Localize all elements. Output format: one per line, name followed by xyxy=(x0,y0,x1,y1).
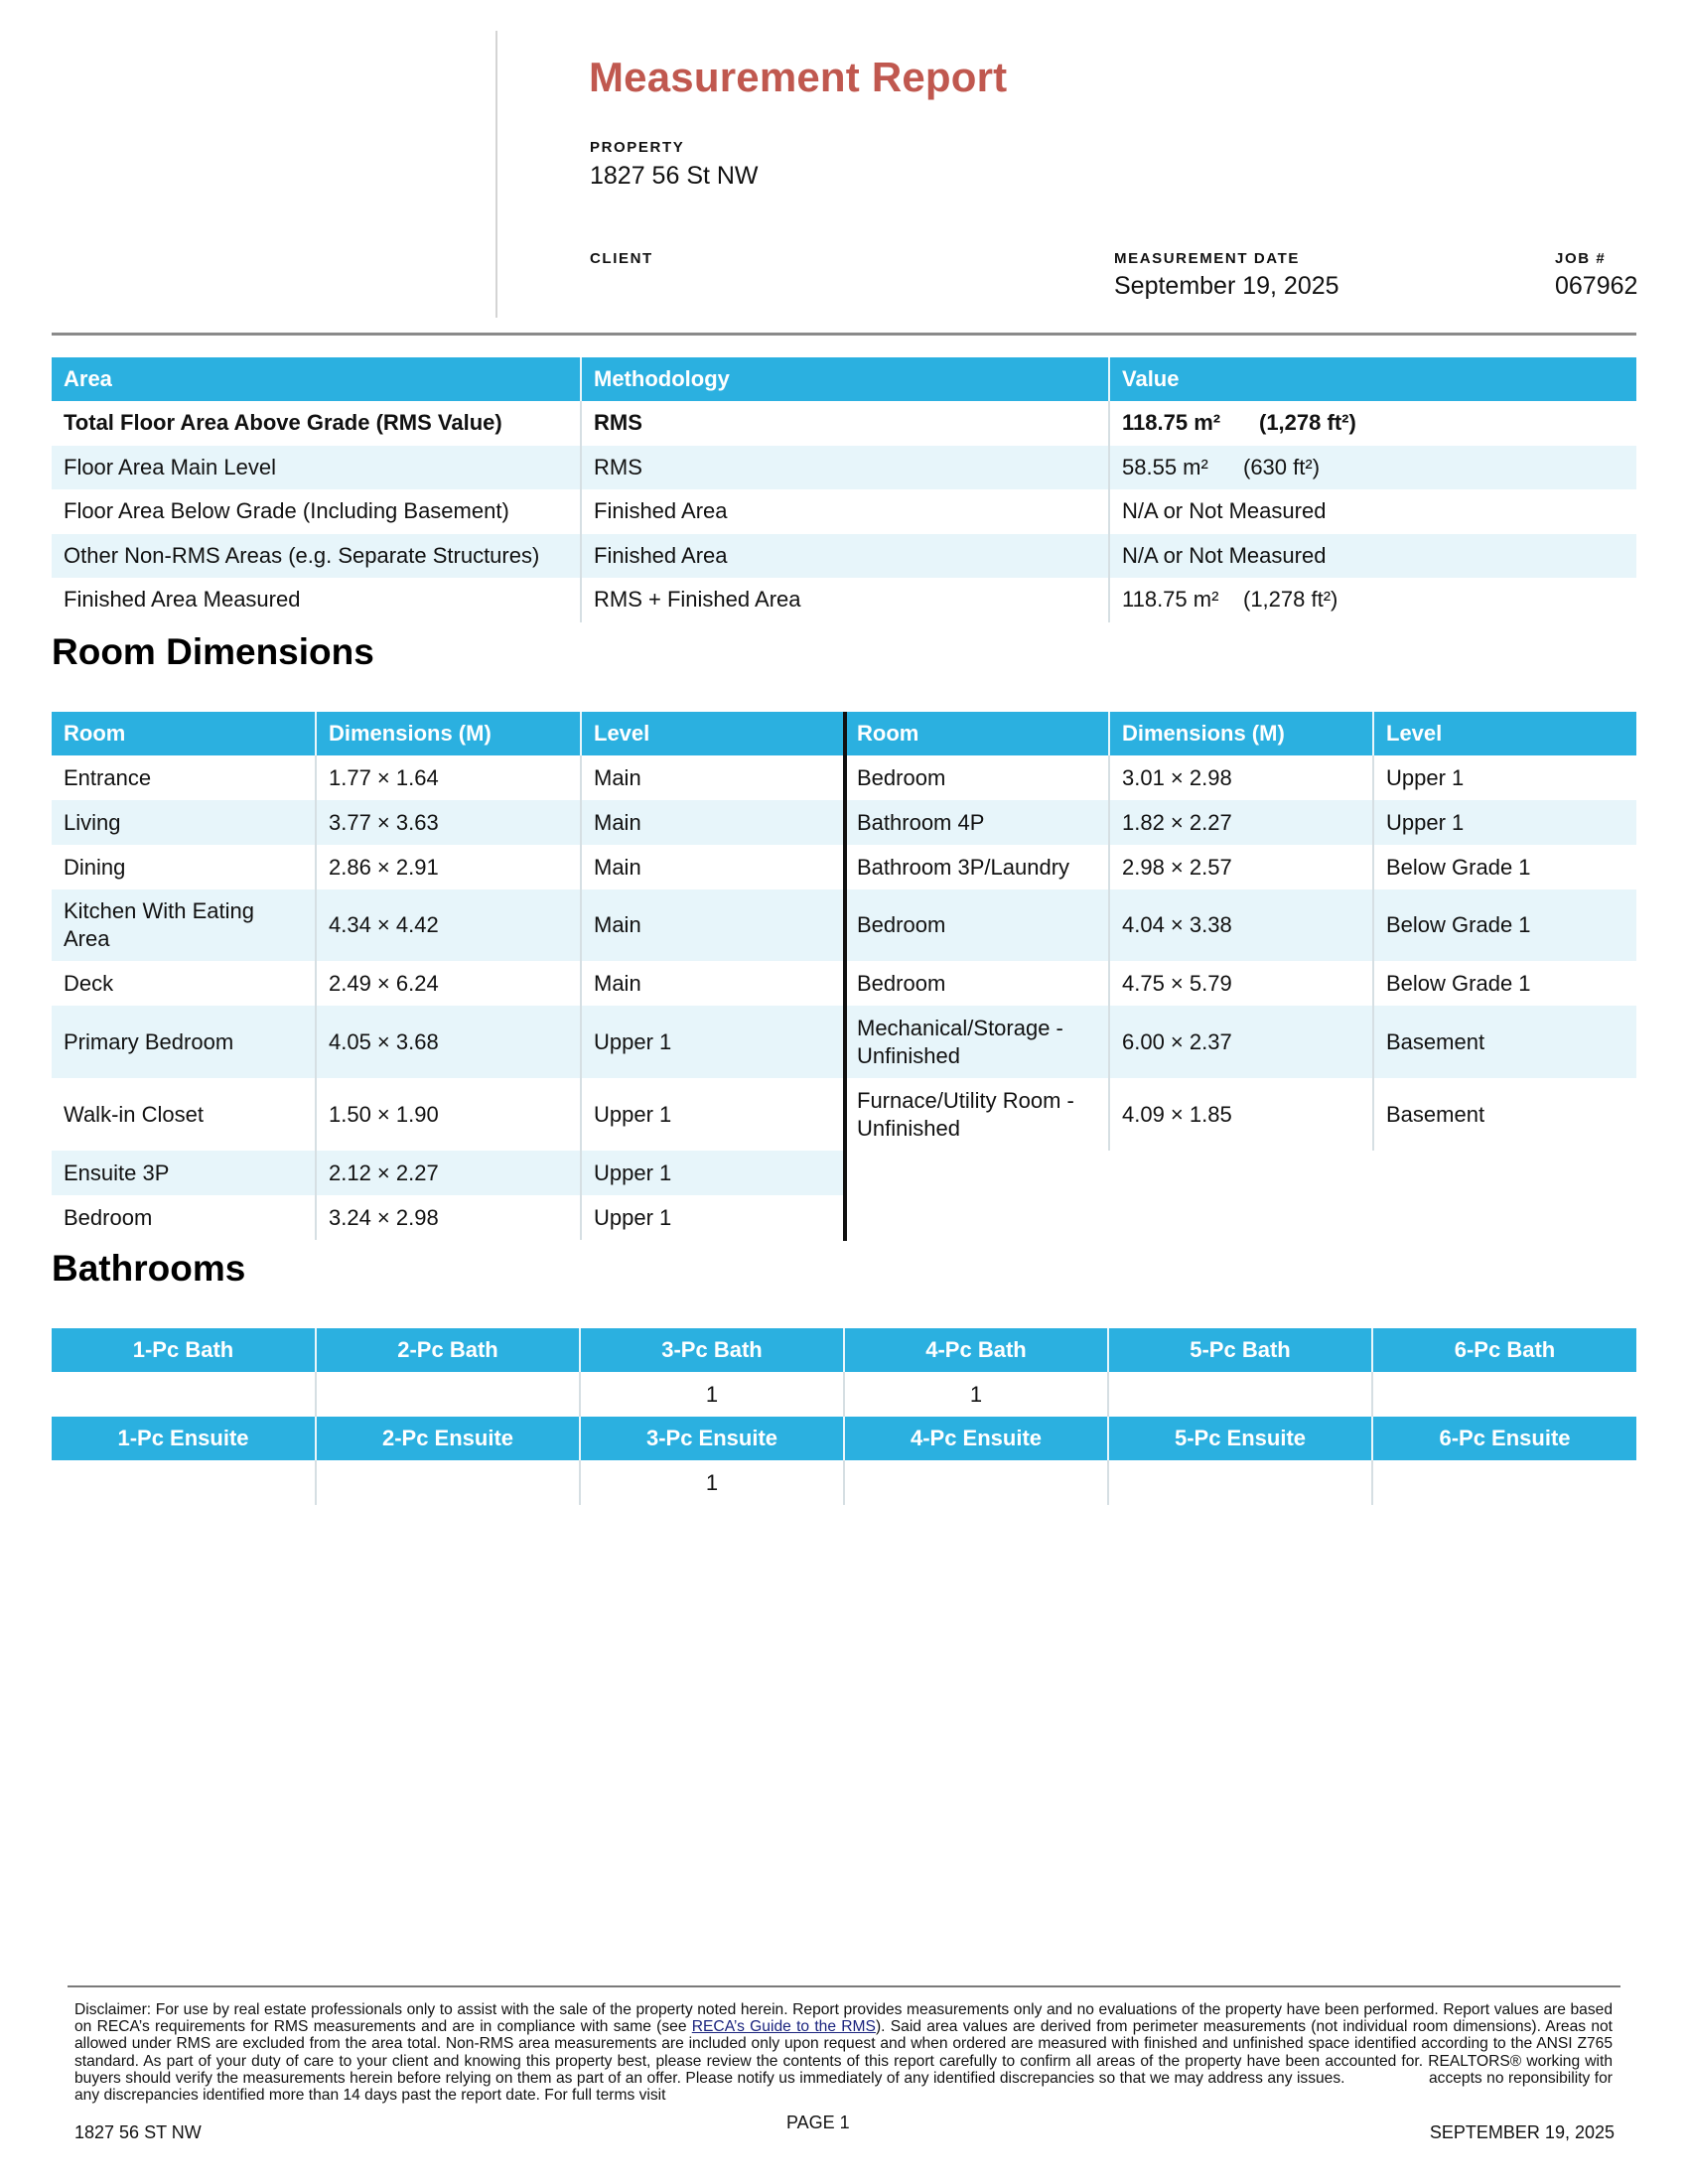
room-name: Bedroom xyxy=(857,764,946,790)
bath-count-row xyxy=(52,1372,1636,1417)
bath-count xyxy=(52,1372,316,1417)
job-number-label: JOB # xyxy=(1555,250,1607,267)
area-methodology: Finished Area xyxy=(581,534,1109,579)
room-dimensions: 1.82 × 2.27 xyxy=(1109,800,1373,845)
room-row xyxy=(52,845,846,889)
bath-type-header: 5-Pc Ensuite xyxy=(1108,1417,1372,1460)
room-level: Main xyxy=(581,961,846,1006)
bath-count xyxy=(1108,1460,1372,1505)
area-value-metric: 118.75 m² xyxy=(1122,587,1219,613)
area-methodology: Finished Area xyxy=(581,489,1109,534)
bath-count: 1 xyxy=(580,1460,844,1505)
column-header-value: Value xyxy=(1109,357,1636,401)
column-header-level: Level xyxy=(1373,712,1636,755)
client-label: CLIENT xyxy=(590,250,653,267)
room-table-divider xyxy=(843,712,847,1241)
room-name: Dining xyxy=(64,854,126,880)
room-level: Basement xyxy=(1373,1006,1636,1078)
room-row xyxy=(52,1078,846,1151)
bathrooms-heading: Bathrooms xyxy=(52,1248,246,1289)
footer-page-number: PAGE 1 xyxy=(786,2113,850,2132)
disclaimer xyxy=(74,2001,1613,2104)
room-row xyxy=(52,800,846,845)
room-dimensions: 3.24 × 2.98 xyxy=(316,1195,581,1240)
measurement-date-label: MEASUREMENT DATE xyxy=(1114,250,1300,267)
room-level: Upper 1 xyxy=(581,1195,846,1240)
area-value-imperial: (1,278 ft²) xyxy=(1259,410,1356,436)
room-level: Main xyxy=(581,755,846,800)
area-name: Total Floor Area Above Grade (RMS Value) xyxy=(64,410,502,436)
bath-header-row xyxy=(52,1417,1636,1460)
footer-address: 1827 56 ST NW xyxy=(74,2122,202,2142)
bath-type-header: 1-Pc Ensuite xyxy=(52,1417,316,1460)
room-level: Upper 1 xyxy=(1373,755,1636,800)
bath-type-header: 1-Pc Bath xyxy=(52,1328,316,1372)
room-table-header xyxy=(845,712,1636,755)
room-dimensions: 2.98 × 2.57 xyxy=(1109,845,1373,889)
bath-type-header: 2-Pc Bath xyxy=(316,1328,580,1372)
room-dimensions: 4.04 × 3.38 xyxy=(1109,889,1373,961)
area-value-imperial: (630 ft²) xyxy=(1243,454,1321,479)
area-value-metric: N/A or Not Measured xyxy=(1122,542,1327,568)
room-name: Bedroom xyxy=(845,889,1109,961)
area-row xyxy=(52,534,1636,579)
measurement-date-value: September 19, 2025 xyxy=(1114,272,1339,300)
property-value: 1827 56 St NW xyxy=(590,162,759,190)
area-row xyxy=(52,446,1636,490)
room-table-left xyxy=(52,712,846,1240)
room-dimensions: 2.86 × 2.91 xyxy=(316,845,581,889)
room-dimensions: 6.00 × 2.37 xyxy=(1109,1006,1373,1078)
report-title: Measurement Report xyxy=(589,54,1008,100)
column-header-dimensions: Dimensions (M) xyxy=(1109,712,1373,755)
bath-count xyxy=(1372,1460,1636,1505)
room-table-right xyxy=(845,712,1636,1151)
room-name: Ensuite 3P xyxy=(52,1151,316,1195)
room-dimensions: 4.34 × 4.42 xyxy=(316,889,581,961)
area-row xyxy=(52,401,1636,446)
room-row xyxy=(52,1151,846,1195)
column-header-room: Room xyxy=(52,712,316,755)
area-methodology: RMS xyxy=(581,446,1109,490)
area-value-cell xyxy=(1109,489,1636,534)
room-name: Walk-in Closet xyxy=(64,1101,204,1127)
bath-count xyxy=(52,1460,316,1505)
header-divider xyxy=(495,31,497,318)
room-row xyxy=(52,961,846,1006)
room-level: Upper 1 xyxy=(581,1151,846,1195)
bath-type-header: 5-Pc Bath xyxy=(1108,1328,1372,1372)
disclaimer-text: ). Said area values are derived from perimeter measurements (not individual room dimensions). Areas not allowed under RMS are excluded from the area total. Non-RMS area measurements are included only upon request and when ordered are measured with finished and unfinished space identified according to the ANSI Z765 standard. As part of your duty of care to your client and knowing this property best, please review the contents of this report carefully to confirm all areas of the property have been accounted for. REALTORS® working with buyers should verify the measurements herein before relying on them as part of an offer. Please notify us immediately of any identified discrepancies so that we may address any issues. xyxy=(74,2018,1613,2087)
room-dimensions: 3.77 × 3.63 xyxy=(316,800,581,845)
bath-count xyxy=(1108,1372,1372,1417)
room-dimensions: 4.05 × 3.68 xyxy=(316,1006,581,1078)
bath-type-header: 4-Pc Ensuite xyxy=(844,1417,1108,1460)
room-name: Bathroom 3P/Laundry xyxy=(857,854,1070,880)
area-table-header xyxy=(52,357,1636,401)
area-row xyxy=(52,489,1636,534)
area-name: Finished Area Measured xyxy=(64,587,301,613)
reca-guide-link[interactable]: RECA’s Guide to the RMS xyxy=(691,2018,876,2036)
room-row xyxy=(845,845,1636,889)
room-row xyxy=(845,961,1636,1006)
room-level: Basement xyxy=(1373,1078,1636,1151)
property-label: PROPERTY xyxy=(590,139,685,156)
bath-type-header: 6-Pc Bath xyxy=(1372,1328,1636,1372)
room-dimensions: 1.77 × 1.64 xyxy=(316,755,581,800)
bath-count xyxy=(316,1372,580,1417)
room-name: Mechanical/Storage - Unfinished xyxy=(845,1006,1109,1078)
room-row xyxy=(845,889,1636,961)
bath-count-row xyxy=(52,1460,1636,1505)
room-name: Bedroom xyxy=(857,970,946,996)
column-header-area: Area xyxy=(52,357,581,401)
area-table xyxy=(52,357,1636,622)
area-methodology: RMS xyxy=(581,401,1109,446)
area-value-imperial: (1,278 ft²) xyxy=(1243,587,1338,613)
header-rule xyxy=(52,333,1636,336)
room-row xyxy=(52,755,846,800)
area-value-cell xyxy=(1109,534,1636,579)
bath-count: 1 xyxy=(844,1372,1108,1417)
bath-type-header: 3-Pc Ensuite xyxy=(580,1417,844,1460)
room-row xyxy=(845,1006,1636,1078)
room-row xyxy=(845,755,1636,800)
area-value-cell xyxy=(1109,446,1636,490)
bath-type-header: 4-Pc Bath xyxy=(844,1328,1108,1372)
room-dimensions: 3.01 × 2.98 xyxy=(1109,755,1373,800)
disclaimer-text-tail: accepts no reponsibility for any discrepancies identified more than 14 days past the report date. For full terms visit xyxy=(74,2069,1613,2105)
room-name: Bedroom xyxy=(64,1204,153,1230)
room-level: Main xyxy=(581,889,846,961)
bath-type-header: 6-Pc Ensuite xyxy=(1372,1417,1636,1460)
room-level: Below Grade 1 xyxy=(1373,889,1636,961)
area-name: Other Non-RMS Areas (e.g. Separate Structures) xyxy=(52,534,581,579)
bath-count xyxy=(316,1460,580,1505)
area-name: Floor Area Below Grade (Including Basement) xyxy=(64,498,509,524)
bath-count xyxy=(1372,1372,1636,1417)
room-name: Primary Bedroom xyxy=(52,1006,316,1078)
footer-date: SEPTEMBER 19, 2025 xyxy=(1429,2122,1615,2142)
bath-header-row xyxy=(52,1328,1636,1372)
bath-type-header: 3-Pc Bath xyxy=(580,1328,844,1372)
room-row xyxy=(845,800,1636,845)
room-level: Below Grade 1 xyxy=(1373,845,1636,889)
area-methodology: RMS + Finished Area xyxy=(581,578,1109,622)
column-header-methodology: Methodology xyxy=(581,357,1109,401)
area-value-metric: N/A or Not Measured xyxy=(1122,498,1327,524)
area-row xyxy=(52,578,1636,622)
room-level: Below Grade 1 xyxy=(1373,961,1636,1006)
room-row xyxy=(52,889,846,961)
area-name: Floor Area Main Level xyxy=(52,446,581,490)
bathrooms-table xyxy=(52,1328,1636,1505)
room-dimensions: 1.50 × 1.90 xyxy=(316,1078,581,1151)
room-name: Furnace/Utility Room - Unfinished xyxy=(857,1087,1074,1141)
column-header-room: Room xyxy=(845,712,1109,755)
room-name: Kitchen With Eating Area xyxy=(52,889,316,961)
room-row xyxy=(845,1078,1636,1151)
room-name: Entrance xyxy=(64,764,152,790)
bath-type-header: 2-Pc Ensuite xyxy=(316,1417,580,1460)
room-row xyxy=(52,1195,846,1240)
room-dimensions: 2.12 × 2.27 xyxy=(316,1151,581,1195)
room-level: Main xyxy=(581,845,846,889)
room-row xyxy=(52,1006,846,1078)
column-header-level: Level xyxy=(581,712,846,755)
footer-rule xyxy=(68,1985,1620,1987)
bath-count xyxy=(844,1460,1108,1505)
room-dimensions: 2.49 × 6.24 xyxy=(316,961,581,1006)
job-number-value: 067962 xyxy=(1555,272,1638,300)
room-level: Upper 1 xyxy=(1373,800,1636,845)
room-table-header xyxy=(52,712,846,755)
area-value-cell xyxy=(1109,578,1636,622)
room-name: Living xyxy=(52,800,316,845)
room-dimensions: 4.09 × 1.85 xyxy=(1109,1078,1373,1151)
area-value-cell xyxy=(1109,401,1636,446)
room-level: Main xyxy=(581,800,846,845)
bath-count: 1 xyxy=(580,1372,844,1417)
room-level: Upper 1 xyxy=(581,1006,846,1078)
room-name: Bathroom 4P xyxy=(845,800,1109,845)
area-value-metric: 118.75 m² xyxy=(1122,410,1221,436)
disclaimer-text: Disclaimer: For use by real estate professionals only to assist with the sale of the property noted herein. Report provides measurements only and no evaluations of the property have been performed. Report values are based on RECA’s requirements for RMS measurements and are in compliance with same (see xyxy=(74,2001,1613,2036)
room-level: Upper 1 xyxy=(581,1078,846,1151)
room-dimensions-heading: Room Dimensions xyxy=(52,631,374,672)
area-value-metric: 58.55 m² xyxy=(1122,454,1208,479)
room-name: Deck xyxy=(64,970,114,996)
room-dimensions: 4.75 × 5.79 xyxy=(1109,961,1373,1006)
column-header-dimensions: Dimensions (M) xyxy=(316,712,581,755)
